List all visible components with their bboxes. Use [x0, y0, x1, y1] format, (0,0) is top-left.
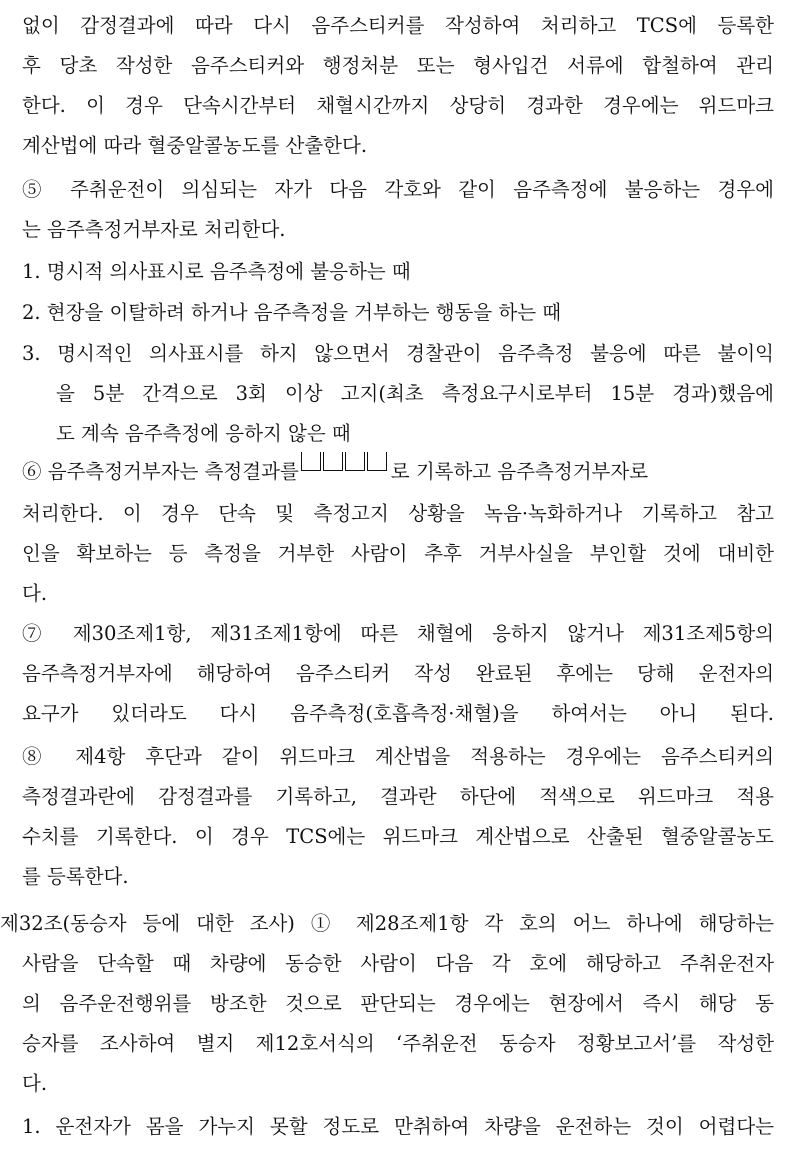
clause-6-text-b: 로 기록하고 음주측정거부자로	[390, 460, 649, 483]
text-line: 인을 확보하는 등 측정을 거부한 사람이 추후 거부사실을 부인할 것에 대비한	[22, 542, 774, 565]
text-line: 처리한다. 이 경우 단속 및 측정고지 상황을 녹음·녹화하거나 기록하고 참고	[22, 502, 774, 525]
text-line: 사람을 단속할 때 차량에 동승한 사람이 다음 각 호에 해당하고 주취운전자	[22, 952, 774, 975]
text-line: 다.	[22, 582, 48, 605]
text-line: 를 등록한다.	[22, 865, 129, 888]
list-item: 3. 명시적인 의사표시를 하지 않으면서 경찰관이 음주측정 불응에 따른 불이익	[22, 342, 774, 365]
text-line: 수치를 기록한다. 이 경우 TCS에는 위드마크 계산법으로 산출된 혈중알콜농도	[22, 825, 774, 848]
text-line: 음주측정거부자에 해당하여 음주스티커 작성 완료된 후에는 당해 운전자의	[22, 662, 774, 685]
text-line: 다.	[22, 1072, 48, 1095]
clause-8-line: ⑧ 제4항 후단과 같이 위드마크 계산법을 적용하는 경우에는 음주스티커의	[22, 745, 774, 768]
list-item-continuation: 도 계속 음주측정에 응하지 않은 때	[56, 422, 351, 445]
text-line: 후 당초 작성한 음주스티커와 행정처분 또는 형사입건 서류에 합철하여 관리	[22, 54, 774, 77]
text-line: 측정결과란에 감정결과를 기록하고, 결과란 하단에 적색으로 위드마크 적용	[22, 785, 774, 808]
list-item: 2. 현장을 이탈하려 하거나 음주측정을 거부하는 행동을 하는 때	[22, 301, 562, 324]
clause-5-line: ⑤ 주취운전이 의심되는 자가 다음 각호와 같이 음주측정에 불응하는 경우에	[22, 178, 774, 201]
text-line: 는 음주측정거부자로 처리한다.	[22, 218, 286, 241]
placeholder-boxes-icon	[301, 453, 389, 493]
text-line: 계산법에 따라 혈중알콜농도를 산출한다.	[22, 134, 368, 157]
list-item: 1. 운전자가 몸을 가누지 못할 정도로 만취하여 차량을 운전하는 것이 어렵다는	[22, 1115, 774, 1138]
text-line: 한다. 이 경우 단속시간부터 채혈시간까지 상당히 경과한 경우에는 위드마크	[22, 94, 774, 117]
list-item: 1. 명시적 의사표시로 음주측정에 불응하는 때	[22, 260, 411, 283]
clause-6-line	[22, 452, 774, 492]
list-item-continuation: 을 5분 간격으로 3회 이상 고지(최초 측정요구시로부터 15분 경과)했음에	[56, 382, 774, 405]
text-line: 의 음주운전행위를 방조한 것으로 판단되는 경우에는 현장에서 즉시 해당 동	[22, 992, 774, 1015]
article-32-heading-line: 제32조(동승자 등에 대한 조사) ① 제28조제1항 각 호의 어느 하나에 해당하는	[0, 912, 774, 935]
text-line: 승자를 조사하여 별지 제12호서식의 ‘주취운전 동승자 정황보고서’를 작성한	[22, 1032, 774, 1055]
clause-7-line: ⑦ 제30조제1항, 제31조제1항에 따른 채혈에 응하지 않거나 제31조제5항의	[22, 622, 774, 645]
clause-6-text-a: ⑥ 음주측정거부자는 측정결과를	[22, 460, 299, 483]
text-line: 없이 감정결과에 따라 다시 음주스티커를 작성하여 처리하고 TCS에 등록한	[22, 14, 774, 37]
text-line: 요구가 있더라도 다시 음주측정(호흡측정·채혈)을 하여서는 아니 된다.	[22, 702, 774, 725]
